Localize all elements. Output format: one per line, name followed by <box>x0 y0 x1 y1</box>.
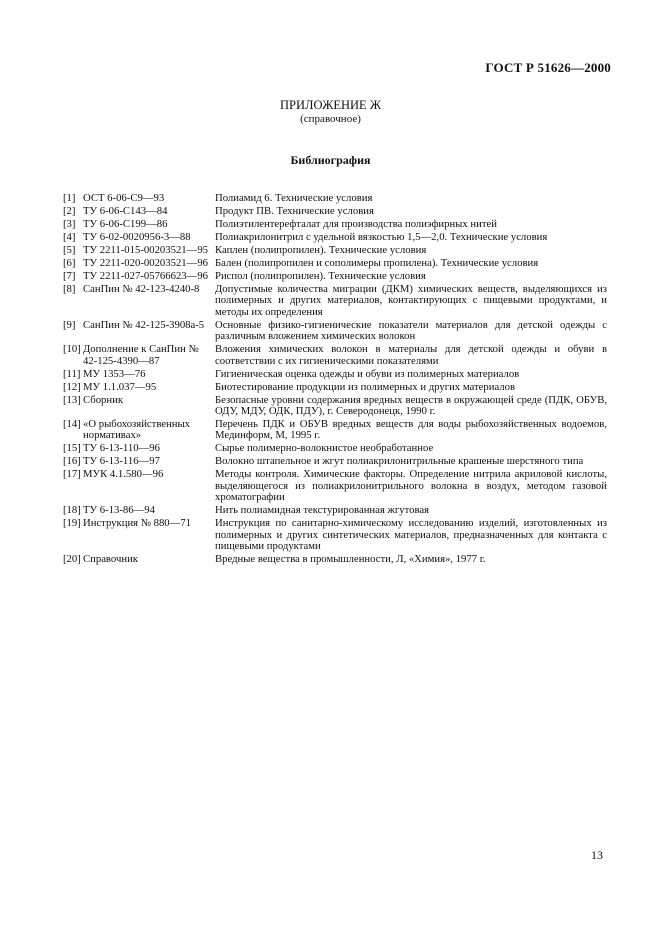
entry-reference: ТУ 6-06-С143—84 <box>83 205 168 217</box>
entry-description: Нить полиамидная текстурированная жгутовая <box>215 504 430 517</box>
entry-number: [15] <box>63 442 81 455</box>
entry-number: [18] <box>63 504 81 517</box>
entry-reference: ТУ 2211-020-00203521—96 <box>83 257 209 269</box>
bibliography-entry <box>63 395 607 418</box>
entry-number: [1] <box>63 192 76 204</box>
entry-number: [13] <box>63 393 81 406</box>
entry-description: Инструкция по санитарно-химическому исследованию изделий, изготовленных из полимерных и других синтетических материалов, предназначенных для контакта с пищевыми продуктами <box>215 517 607 553</box>
entry-description: Вредные вещества в промышленности, Л, «Химия», 1977 г. <box>215 553 486 566</box>
bibliography-entry <box>63 271 607 282</box>
entry-number: [12] <box>63 380 81 393</box>
entry-number: [16] <box>63 455 81 468</box>
entry-description: Методы контроля. Химические факторы. Определение нитрила акриловой кислоты, выделяющегося из полиакрилонитрильного волокна в воздух, методом газовой хроматографии <box>215 468 607 504</box>
bibliography-entry <box>63 419 607 442</box>
entry-description: Безопасные уровни содержания вредных веществ в окружающей среде (ПДК, ОБУВ, ОДУ, МДУ, ОДК, ПДУ), г. Северодонецк, 1990 г. <box>215 393 607 418</box>
page-number: 13 <box>591 848 603 862</box>
entry-number: [10] <box>63 343 81 356</box>
entry-number: [20] <box>63 553 81 566</box>
entry-reference: ТУ 6-13-110—96 <box>83 442 160 455</box>
entry-reference: Сборник <box>83 393 124 406</box>
entry-reference: ТУ 6-13-86—94 <box>83 504 155 517</box>
bibliography-entry <box>63 456 607 467</box>
entry-number: [17] <box>63 468 81 481</box>
entry-description: Полиэтилентерефталат для производства полиэфирных нитей <box>215 218 497 230</box>
entry-reference: МУ 1.1.037—95 <box>83 380 157 393</box>
entry-description: Допустимые количества миграции (ДКМ) химических веществ, выделяющихся из полимерных и других материалов, контактирующих с пищевыми продуктами, и методы их определения <box>215 283 607 318</box>
bibliography-title: Библиография <box>290 153 371 167</box>
bibliography-list <box>63 193 607 567</box>
bibliography-entry <box>63 232 607 243</box>
bibliography-entry <box>63 344 607 367</box>
entry-description: Волокно штапельное и жгут полиакрилонитрильные крашеные шерстяного типа <box>215 455 584 468</box>
bibliography-entry <box>63 382 607 393</box>
entry-reference: ТУ 6-02-0020956-3—88 <box>83 231 191 243</box>
entry-reference: Справочник <box>83 553 138 566</box>
bibliography-entry <box>63 193 607 204</box>
appendix-note: (справочное) <box>300 113 361 125</box>
entry-number: [8] <box>63 283 76 295</box>
bibliography-entry <box>63 369 607 380</box>
entry-reference: СанПин № 42-123-4240-8 <box>83 283 200 295</box>
entry-number: [7] <box>63 270 76 282</box>
entry-reference: СанПин № 42-125-3908а-5 <box>83 318 205 331</box>
entry-reference: ОСТ 6-06-С9—93 <box>83 192 165 204</box>
entry-number: [19] <box>63 517 81 530</box>
entry-reference: ТУ 2211-027-05766623—96 <box>83 270 209 282</box>
bibliography-entry <box>63 469 607 503</box>
entry-description: Продукт ПВ. Технические условия <box>215 205 374 217</box>
entry-description: Полиамид 6. Технические условия <box>215 192 373 204</box>
entry-reference: ТУ 6-13-116—97 <box>83 455 160 468</box>
bibliography-entry <box>63 518 607 552</box>
entry-description: Бален (полипропилен и сополимеры пропилена). Технические условия <box>215 257 539 269</box>
entry-number: [6] <box>63 257 76 269</box>
bibliography-entry <box>63 320 607 343</box>
entry-reference: Инструкция № 880—71 <box>83 517 192 530</box>
entry-number: [5] <box>63 244 76 256</box>
entry-reference: ТУ 2211-015-00203521—95 <box>83 244 209 256</box>
entry-description: Основные физико-гигиенические показатели материалов для детской одежды с различным вложением химических волокон <box>215 318 607 343</box>
bibliography-entry <box>63 219 607 230</box>
bibliography-entry <box>63 284 607 318</box>
entry-reference: МУ 1353—76 <box>83 367 146 380</box>
bibliography-entry <box>63 206 607 217</box>
appendix-title: ПРИЛОЖЕНИЕ Ж <box>279 98 382 112</box>
entry-description: Полиакрилонитрил с удельной вязкостью 1,5—2,0. Технические условия <box>215 231 548 243</box>
entry-number: [9] <box>63 318 76 331</box>
bibliography-entry <box>63 258 607 269</box>
entry-number: [2] <box>63 205 76 217</box>
entry-description: Риспол (полипропилен). Технические условия <box>215 270 426 282</box>
entry-description: Вложения химических волокон в материалы для детской одежды и обуви в соответствии с их гигиеническими показателями <box>215 343 607 367</box>
entry-reference: «О рыбохозяйственных нормативах» <box>83 418 191 442</box>
entry-reference: Дополнение к СанПин № 42-125-4390—87 <box>83 343 199 367</box>
entry-reference: ТУ 6-06-С199—86 <box>83 218 168 230</box>
bibliography-entry <box>63 245 607 256</box>
entry-description: Каплен (полипропилен). Технические условия <box>215 244 427 256</box>
entry-number: [11] <box>63 367 81 380</box>
entry-number: [3] <box>63 218 76 230</box>
appendix-heading <box>0 98 661 126</box>
entry-number: [4] <box>63 231 76 243</box>
entry-description: Перечень ПДК и ОБУВ вредных веществ для воды рыбохозяйственных водоемов, Мединформ, М, 1995 г. <box>215 418 607 442</box>
entry-description: Гигиеническая оценка одежды и обуви из полимерных материалов <box>215 367 520 380</box>
entry-reference: МУК 4.1.580—96 <box>83 468 164 481</box>
entry-description: Сырье полимерно-волокнистое необработанное <box>215 442 434 455</box>
entry-number: [14] <box>63 418 81 431</box>
bibliography-entry <box>63 554 607 565</box>
bibliography-entry <box>63 505 607 516</box>
entry-description: Биотестирование продукции из полимерных и других материалов <box>215 380 516 393</box>
bibliography-entry <box>63 443 607 454</box>
document-code: ГОСТ Р 51626—2000 <box>485 60 611 75</box>
